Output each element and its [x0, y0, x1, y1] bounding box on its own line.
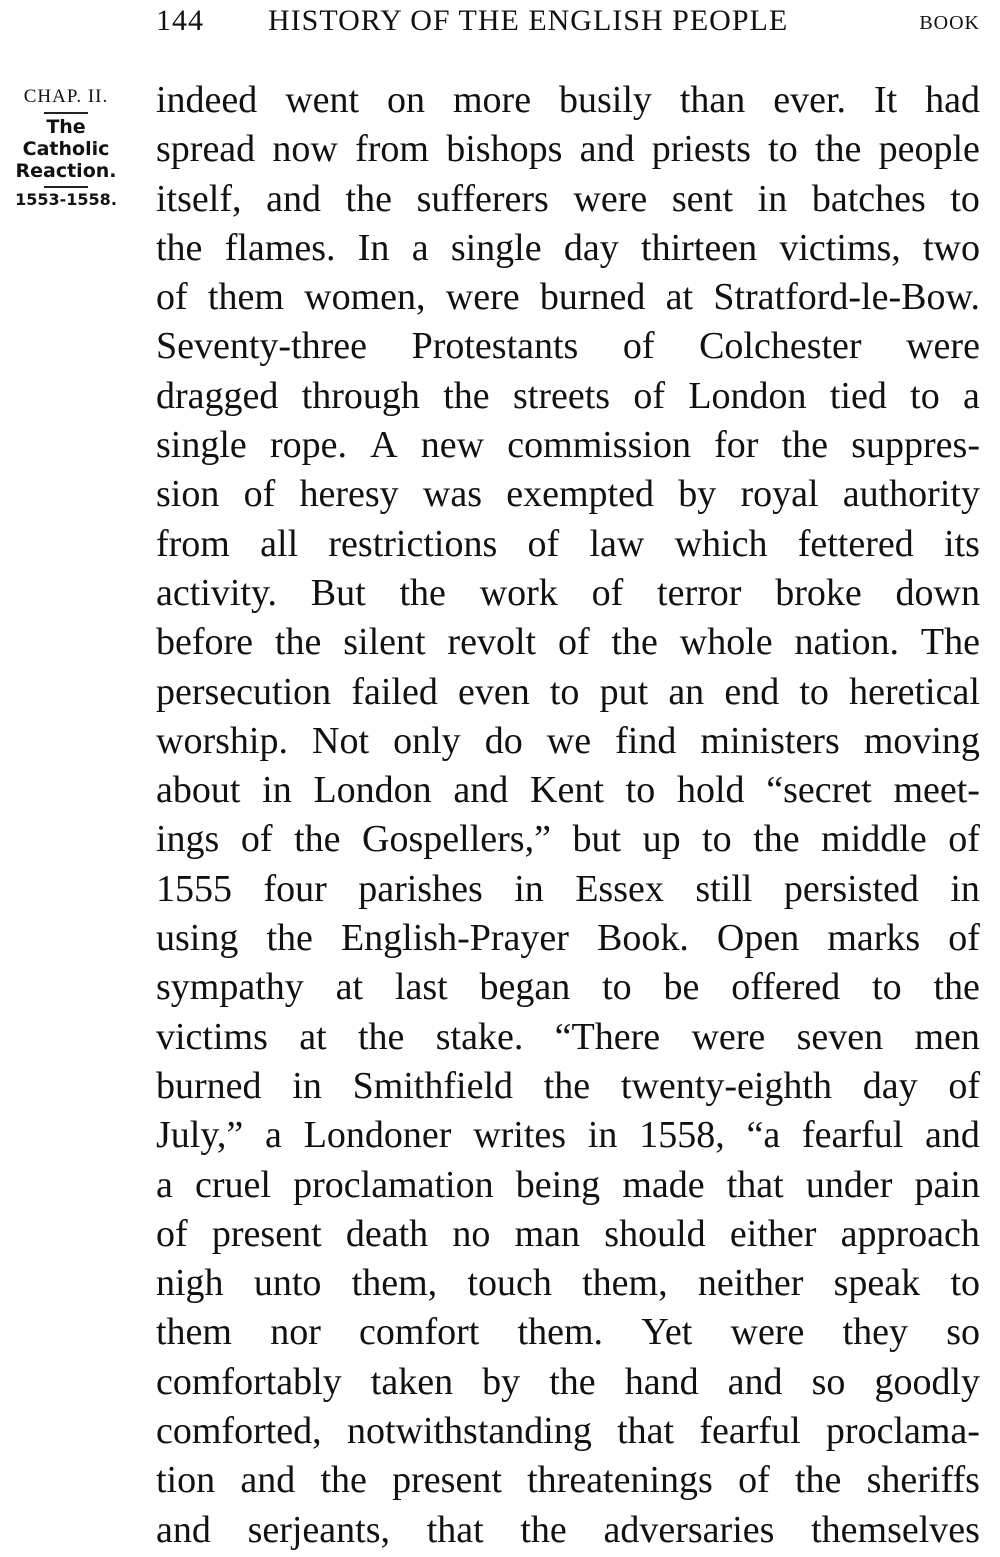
word: in	[757, 177, 788, 220]
chapter-label: CHAP. II.	[23, 86, 109, 107]
word: them,	[582, 1262, 668, 1305]
word: seven	[796, 1015, 884, 1058]
body-line	[156, 1111, 980, 1160]
word: persecution	[156, 670, 332, 713]
body-line	[156, 1013, 980, 1062]
side-topic-line-3: Reaction.	[15, 160, 117, 182]
word: of	[622, 325, 655, 368]
body-line	[156, 76, 980, 125]
page-number: 144	[156, 4, 204, 37]
word: of	[156, 1212, 188, 1255]
word: fearful	[699, 1410, 801, 1453]
word: the	[933, 966, 980, 1009]
word: in	[262, 769, 292, 812]
word: than	[679, 79, 746, 121]
word: and	[727, 1360, 783, 1403]
word: so	[946, 1311, 980, 1354]
word: thirteen	[641, 226, 758, 269]
word: July,”	[156, 1114, 244, 1157]
word: to	[910, 374, 940, 417]
word: victims	[156, 1015, 268, 1058]
word: “There	[554, 1015, 661, 1058]
body-line	[156, 1506, 980, 1555]
word: burned	[156, 1064, 262, 1107]
word: the	[543, 1064, 591, 1107]
body-line	[156, 470, 980, 519]
word: proclama-	[825, 1410, 980, 1453]
word: still	[695, 867, 753, 910]
word: busily	[559, 79, 652, 121]
word: sympathy	[156, 966, 304, 1009]
body-line	[156, 1259, 980, 1308]
word: heresy	[299, 473, 399, 516]
word: began	[479, 966, 571, 1009]
word: its	[944, 522, 980, 565]
word: by	[678, 473, 717, 516]
word: present	[392, 1459, 502, 1502]
word: women,	[304, 276, 426, 319]
body-line	[156, 1062, 980, 1111]
word: were	[691, 1015, 766, 1058]
word: broke	[775, 571, 862, 614]
word: comfort	[359, 1311, 480, 1354]
word: had	[925, 79, 980, 121]
word: now	[272, 128, 338, 171]
word: cruel	[195, 1163, 271, 1206]
word: law	[589, 522, 645, 565]
word: worship.	[156, 719, 288, 762]
body-line	[156, 668, 980, 717]
word: last	[394, 966, 448, 1009]
word: sheriffs	[866, 1459, 980, 1502]
word: London	[688, 374, 807, 417]
body-line	[156, 421, 980, 470]
word: adversaries	[603, 1508, 775, 1551]
word: four	[263, 867, 327, 910]
word: London	[313, 769, 432, 812]
word: to	[799, 670, 829, 713]
word: no	[452, 1212, 491, 1255]
word: Open	[716, 917, 800, 960]
word: to	[625, 769, 656, 812]
word: comforted,	[156, 1410, 322, 1453]
word: restrictions	[328, 522, 498, 565]
word: the	[294, 818, 341, 861]
word: tied	[829, 374, 887, 417]
word: approach	[840, 1212, 980, 1255]
word: from	[156, 522, 230, 565]
word: of	[948, 818, 980, 861]
body-line	[156, 322, 980, 371]
word: were	[445, 276, 520, 319]
word: and	[453, 769, 509, 812]
word: of	[948, 917, 980, 960]
word: of	[156, 276, 188, 319]
word: nigh	[156, 1262, 224, 1305]
word: went	[285, 79, 360, 121]
word: Yet	[641, 1311, 693, 1354]
body-line	[156, 865, 980, 914]
word: be	[663, 966, 700, 1009]
body-line	[156, 1210, 980, 1259]
word: whole	[679, 621, 773, 664]
word: flames.	[224, 226, 336, 269]
word: unto	[253, 1262, 322, 1305]
word: middle	[821, 818, 927, 861]
word: ministers	[700, 719, 840, 762]
body-line	[156, 963, 980, 1012]
word: Stratford-le-Bow.	[713, 276, 980, 319]
word: But	[310, 571, 366, 614]
word: only	[393, 719, 461, 762]
word: ings	[156, 818, 220, 861]
word: to	[602, 966, 632, 1009]
word: The	[920, 621, 980, 664]
book-label: BOOK	[919, 12, 980, 34]
word: “a	[746, 1114, 781, 1157]
word: the	[345, 177, 392, 220]
word: should	[604, 1212, 706, 1255]
word: sion	[156, 473, 220, 516]
body-line	[156, 914, 980, 963]
word: of	[240, 818, 273, 861]
word: spread	[156, 128, 256, 171]
word: the	[274, 621, 322, 664]
word: English-Prayer	[340, 917, 569, 960]
word: persisted	[783, 867, 919, 910]
word: royal	[740, 473, 819, 516]
word: a	[265, 1114, 282, 1157]
word: down	[895, 571, 980, 614]
word: activity.	[156, 571, 277, 614]
word: 1555	[156, 867, 232, 910]
word: an	[668, 670, 705, 713]
word: death	[345, 1212, 429, 1255]
word: the	[520, 1508, 567, 1551]
word: suppres-	[851, 424, 980, 467]
word: moving	[863, 719, 980, 762]
word: but	[572, 818, 622, 861]
word: the	[814, 128, 862, 171]
word: to	[702, 818, 732, 861]
word: sufferers	[416, 177, 549, 220]
word: them.	[517, 1311, 604, 1354]
word: and	[266, 177, 321, 220]
body-line	[156, 815, 980, 864]
body-line	[156, 1407, 980, 1456]
word: of	[557, 621, 590, 664]
word: and	[925, 1114, 980, 1157]
word: work	[479, 571, 558, 614]
word: man	[514, 1212, 581, 1255]
word: Seventy-three	[156, 325, 368, 368]
word: Not	[312, 719, 370, 762]
word: more	[452, 79, 532, 121]
word: rope.	[269, 424, 347, 467]
word: men	[914, 1015, 980, 1058]
word: Gospellers,”	[362, 818, 551, 861]
word: so	[811, 1360, 846, 1403]
word: the	[781, 424, 829, 467]
word: Protestants	[411, 325, 579, 368]
word: failed	[351, 670, 438, 713]
word: “secret	[766, 769, 872, 812]
word: Kent	[530, 769, 604, 812]
word: taken	[370, 1360, 454, 1403]
word: exempted	[506, 473, 654, 516]
word: before	[156, 621, 254, 664]
body-line	[156, 372, 980, 421]
word: at	[665, 276, 694, 319]
word: the	[156, 226, 203, 269]
word: itself,	[156, 177, 242, 220]
margin-rule-bottom	[44, 186, 88, 188]
word: on	[387, 79, 426, 121]
word: hold	[676, 769, 745, 812]
word: under	[805, 1163, 893, 1206]
word: the	[794, 1459, 842, 1502]
word: day	[563, 226, 619, 269]
word: themselves	[811, 1508, 980, 1551]
word: touch	[467, 1262, 552, 1305]
word: that	[426, 1508, 484, 1551]
word: Smithfield	[352, 1064, 514, 1107]
word: the	[357, 1015, 405, 1058]
word: of	[243, 473, 276, 516]
word: them	[156, 1311, 232, 1354]
body-line	[156, 766, 980, 815]
word: comfortably	[156, 1360, 342, 1403]
word: Colchester	[699, 325, 862, 368]
word: the	[320, 1459, 367, 1502]
word: proclamation	[293, 1163, 494, 1206]
body-line	[156, 520, 980, 569]
word: burned	[539, 276, 646, 319]
word: by	[482, 1360, 521, 1403]
word: single	[450, 226, 542, 269]
word: in	[587, 1114, 618, 1157]
word: put	[599, 670, 649, 713]
word: either	[729, 1212, 817, 1255]
word: fearful	[802, 1114, 904, 1157]
word: of	[527, 522, 560, 565]
side-topic-line-1: The	[46, 116, 86, 138]
word: were	[730, 1311, 805, 1354]
word: speak	[833, 1262, 921, 1305]
body-text	[156, 76, 980, 1555]
word: and	[240, 1459, 296, 1502]
word: in	[292, 1064, 322, 1107]
word: dragged	[156, 374, 279, 417]
word: stake.	[435, 1015, 524, 1058]
word: even	[457, 670, 530, 713]
word: authority	[842, 473, 980, 516]
word: at	[299, 1015, 327, 1058]
word: being	[515, 1163, 601, 1206]
word: people	[878, 128, 980, 171]
side-topic-line-2: Catholic	[22, 138, 110, 160]
word: a	[156, 1163, 173, 1206]
word: meet-	[893, 769, 980, 812]
margin-rule-top	[44, 112, 88, 114]
word: to	[872, 966, 902, 1009]
word: indeed	[156, 79, 258, 121]
word: Londoner	[303, 1114, 452, 1157]
word: nor	[270, 1311, 321, 1354]
body-line	[156, 125, 980, 174]
word: the	[443, 374, 490, 417]
word: the	[399, 571, 446, 614]
word: commission	[507, 424, 691, 467]
word: find	[615, 719, 677, 762]
word: were	[906, 325, 980, 368]
word: to	[950, 177, 980, 220]
word: do	[484, 719, 523, 762]
word: the	[611, 621, 658, 664]
word: pain	[914, 1163, 980, 1206]
margin-notes	[6, 86, 126, 209]
word: all	[260, 522, 299, 565]
word: marks	[827, 917, 921, 960]
word: tion	[156, 1459, 216, 1502]
word: for	[714, 424, 759, 467]
body-line	[156, 273, 980, 322]
word: at	[335, 966, 364, 1009]
word: offered	[731, 966, 841, 1009]
word: which	[674, 522, 768, 565]
body-line	[156, 1308, 980, 1357]
side-date-range: 1553-1558.	[15, 190, 117, 209]
word: a	[411, 226, 429, 269]
running-head	[156, 4, 980, 40]
word: writes	[473, 1114, 567, 1157]
word: nation.	[794, 621, 900, 664]
word: in	[514, 867, 544, 910]
word: they	[842, 1311, 908, 1354]
word: we	[546, 719, 592, 762]
word: a	[963, 374, 980, 417]
word: serjeants,	[247, 1508, 391, 1551]
body-line	[156, 717, 980, 766]
word: from	[355, 128, 429, 171]
word: the	[549, 1360, 596, 1403]
word: to	[950, 1262, 980, 1305]
word: in	[950, 867, 980, 910]
word: twenty-eighth	[620, 1064, 832, 1107]
word: to	[768, 128, 798, 171]
word: new	[420, 424, 485, 467]
word: ever.	[773, 79, 847, 121]
word: that	[726, 1163, 784, 1206]
body-line	[156, 569, 980, 618]
word: the	[266, 917, 313, 960]
word: revolt	[447, 621, 537, 664]
word: of	[633, 374, 666, 417]
word: terror	[657, 571, 742, 614]
word: using	[156, 917, 239, 960]
word: neither	[697, 1262, 804, 1305]
word: them	[207, 276, 284, 319]
word: up	[642, 818, 681, 861]
word: notwithstanding	[346, 1410, 592, 1453]
word: Essex	[575, 867, 664, 910]
word: the	[753, 818, 800, 861]
word: two	[923, 226, 980, 269]
word: day	[862, 1064, 918, 1107]
body-line	[156, 1161, 980, 1210]
word: present	[211, 1212, 322, 1255]
body-line	[156, 1456, 980, 1505]
word: bishops	[446, 128, 563, 171]
body-line	[156, 1358, 980, 1407]
word: 1558,	[639, 1114, 725, 1157]
word: of	[738, 1459, 770, 1502]
word: was	[422, 473, 483, 516]
body-line	[156, 175, 980, 224]
word: single	[156, 424, 247, 467]
word: parishes	[358, 867, 483, 910]
word: about	[156, 769, 241, 812]
word: fettered	[797, 522, 914, 565]
word: silent	[343, 621, 426, 664]
body-line	[156, 224, 980, 273]
word: batches	[811, 177, 926, 220]
body-line	[156, 618, 980, 667]
book-title: HISTORY OF THE ENGLISH PEOPLE	[268, 4, 789, 37]
word: of	[591, 571, 624, 614]
word: goodly	[874, 1360, 980, 1403]
word: It	[873, 79, 898, 121]
word: them,	[351, 1262, 438, 1305]
word: of	[948, 1064, 980, 1107]
word: hand	[624, 1360, 699, 1403]
word: victims,	[779, 226, 901, 269]
word: made	[622, 1163, 705, 1206]
word: streets	[512, 374, 611, 417]
word: that	[617, 1410, 675, 1453]
word: Book.	[596, 917, 689, 960]
word: were	[573, 177, 648, 220]
word: In	[357, 226, 390, 269]
word: priests	[651, 128, 751, 171]
word: threatenings	[527, 1459, 713, 1502]
word: sent	[671, 177, 734, 220]
word: to	[549, 670, 580, 713]
word: heretical	[849, 670, 980, 713]
word: through	[301, 374, 420, 417]
word: end	[724, 670, 780, 713]
word: and	[579, 128, 635, 171]
word: and	[156, 1508, 211, 1551]
word: A	[370, 424, 398, 467]
